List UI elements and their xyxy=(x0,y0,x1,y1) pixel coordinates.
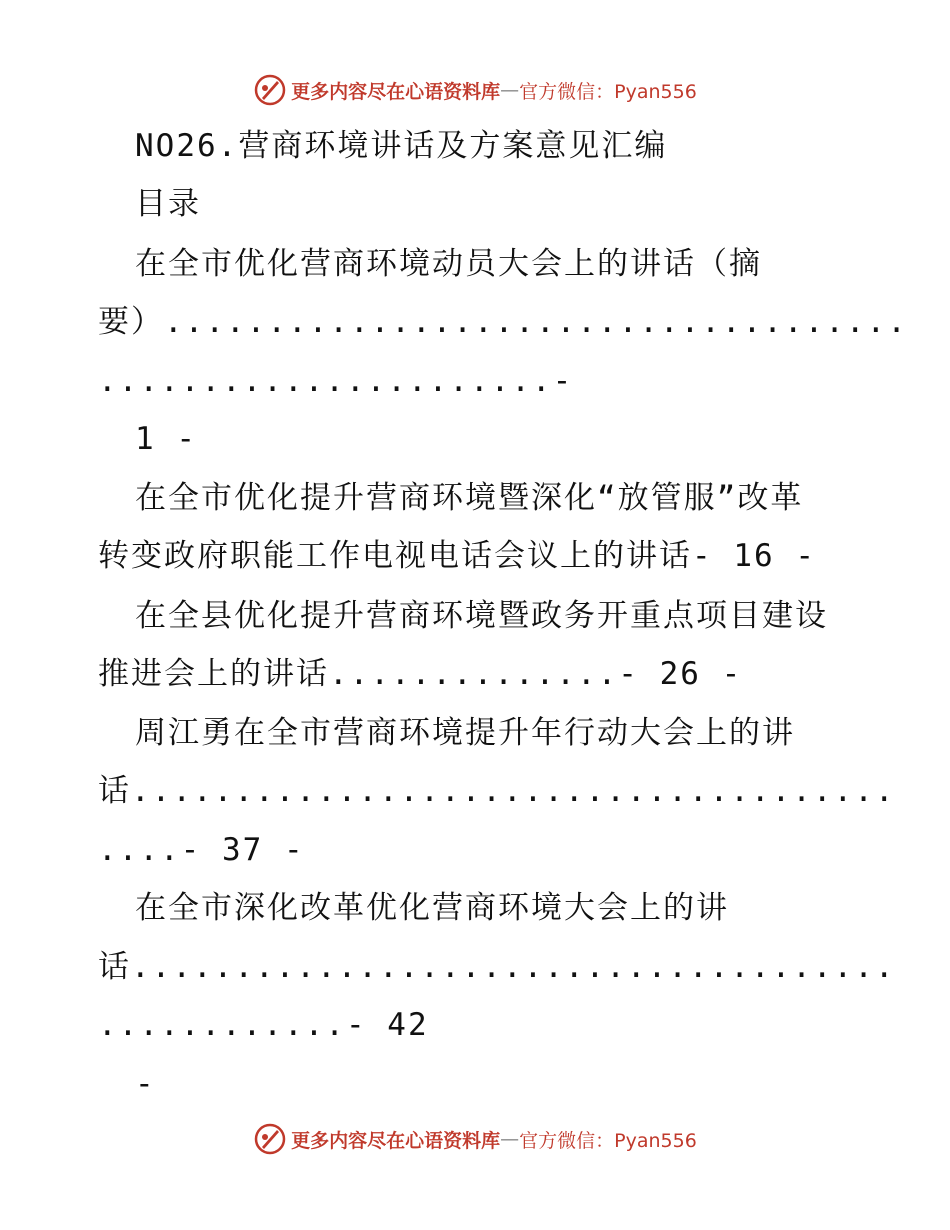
toc-entry-1-line-2[interactable]: 要）.................................... xyxy=(98,304,908,340)
library-text: 更多内容尽在心语资料库 xyxy=(291,80,501,103)
toc-entry-4-line-1[interactable]: 周江勇在全市营商环境提升年行动大会上的讲 xyxy=(135,715,795,751)
toc-entry-4-line-2[interactable]: 话..................................... xyxy=(98,773,896,809)
toc-heading: 目录 xyxy=(135,186,201,222)
banner-separator: — xyxy=(500,79,520,101)
quill-logo-icon xyxy=(253,1122,287,1156)
footer-banner xyxy=(0,1119,950,1159)
toc-entry-3-line-2[interactable]: 推进会上的讲话..............- 26 - xyxy=(98,656,743,692)
toc-entry-2-line-2[interactable]: 转变政府职能工作电视电话会议上的讲话- 16 - xyxy=(98,538,816,574)
toc-entry-3-line-1[interactable]: 在全县优化提升营商环境暨政务开重点项目建设 xyxy=(135,598,828,634)
quill-logo-icon xyxy=(253,73,287,107)
toc-entry-5-line-4[interactable]: - xyxy=(135,1066,156,1102)
wechat-text: 官方微信：Pyan556 xyxy=(519,1129,697,1152)
toc-entry-1-line-1[interactable]: 在全市优化营商环境动员大会上的讲话（摘 xyxy=(135,246,762,282)
toc-entry-2-line-1[interactable]: 在全市优化提升营商环境暨深化“放管服”改革 xyxy=(135,480,804,516)
header-banner xyxy=(0,70,950,110)
wechat-text: 官方微信：Pyan556 xyxy=(519,80,697,103)
toc-entry-4-line-3[interactable]: ....- 37 - xyxy=(98,832,305,868)
toc-entry-1-line-4[interactable]: 1 - xyxy=(135,421,197,457)
document-title: NO26.营商环境讲话及方案意见汇编 xyxy=(135,128,668,164)
toc-entry-5-line-1[interactable]: 在全市深化改革优化营商环境大会上的讲 xyxy=(135,890,729,926)
banner-separator: — xyxy=(500,1128,520,1150)
toc-entry-5-line-2[interactable]: 话..................................... xyxy=(98,949,896,985)
toc-entry-5-line-3[interactable]: ............- 42 xyxy=(98,1007,429,1043)
toc-entry-1-line-3[interactable]: ......................- xyxy=(98,363,574,399)
library-text: 更多内容尽在心语资料库 xyxy=(291,1129,501,1152)
